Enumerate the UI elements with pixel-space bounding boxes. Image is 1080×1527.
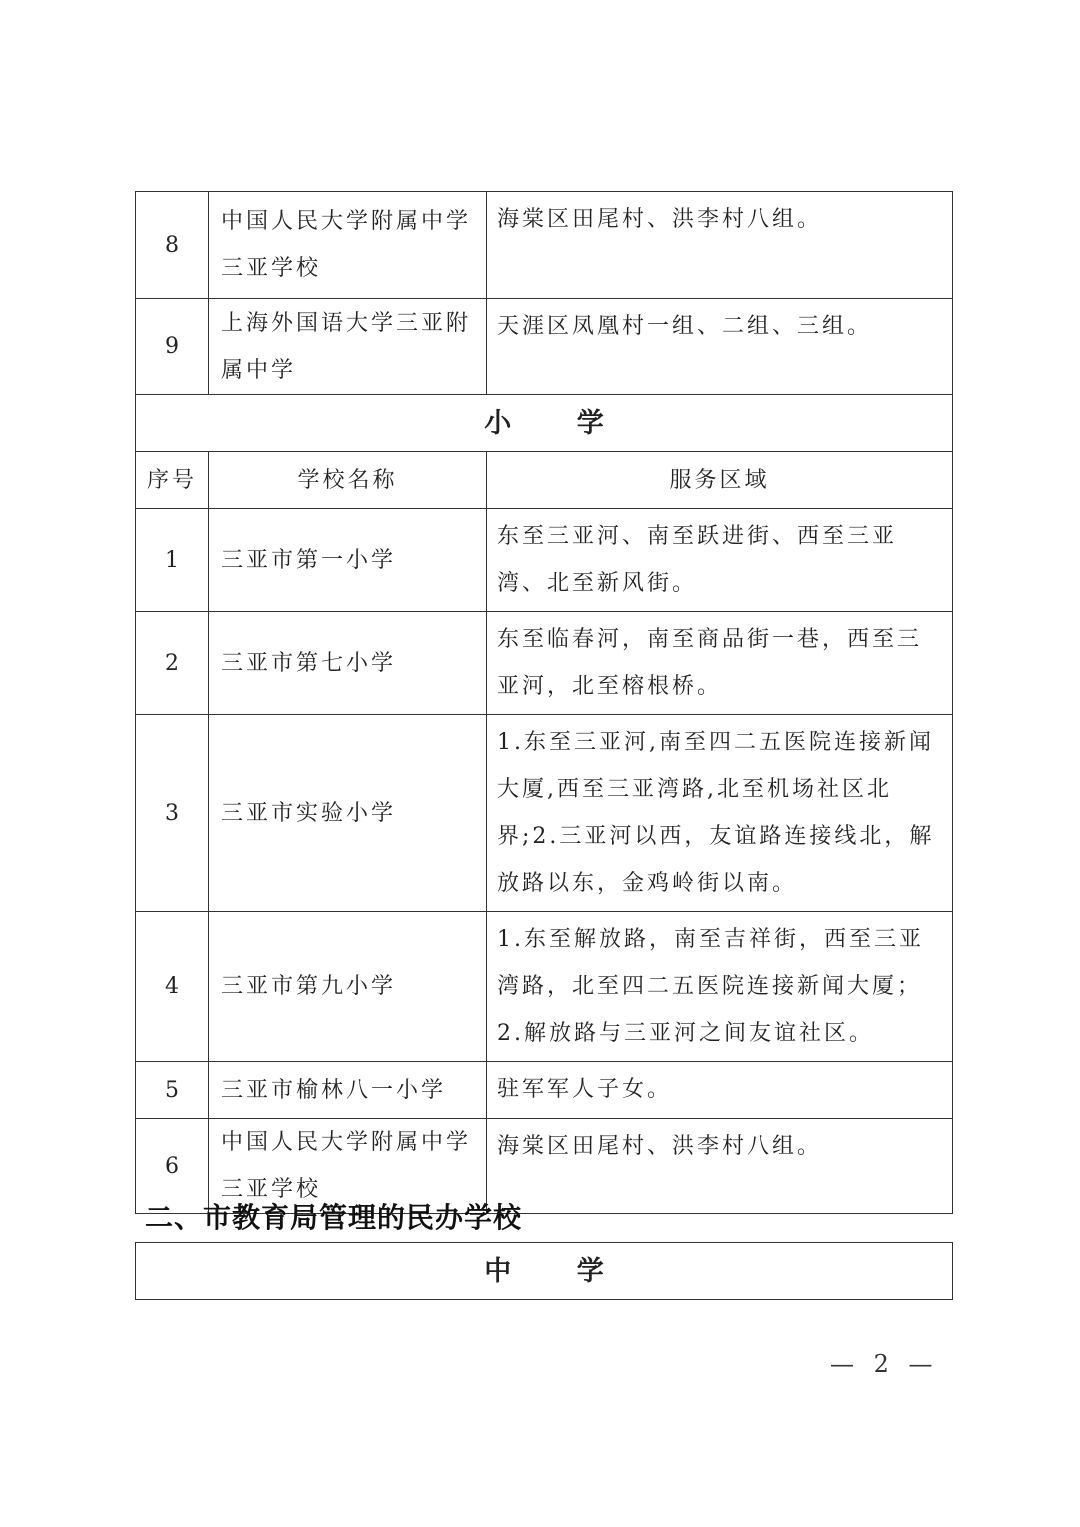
row-number: 1 — [136, 509, 209, 612]
section-row — [136, 1243, 953, 1300]
service-area: 1.东至解放路，南至吉祥街，西至三亚湾路，北至四二五医院连接新闻大厦；2.解放路与三亚河之间友谊社区。 — [487, 912, 953, 1062]
service-area-table — [135, 191, 953, 1214]
row-number: 4 — [136, 912, 209, 1062]
school-name: 三亚市第七小学 — [209, 612, 487, 715]
row-number: 3 — [136, 715, 209, 912]
service-area: 驻军军人子女。 — [487, 1062, 953, 1119]
school-name: 上海外国语大学三亚附属中学 — [209, 299, 487, 395]
school-name: 中国人民大学附属中学三亚学校 — [209, 192, 487, 299]
header-service-area: 服务区域 — [487, 452, 953, 509]
table-row — [136, 715, 953, 912]
service-area: 天涯区凤凰村一组、二组、三组。 — [487, 299, 953, 395]
service-area: 海棠区田尾村、洪李村八组。 — [487, 192, 953, 299]
service-area: 1.东至三亚河,南至四二五医院连接新闻大厦,西至三亚湾路,北至机场社区北界;2.三亚河以西，友谊路连接线北，解放路以东，金鸡岭街以南。 — [487, 715, 953, 912]
section-title-primary: 小 学 — [136, 395, 953, 452]
row-number: 8 — [136, 192, 209, 299]
school-name: 三亚市榆林八一小学 — [209, 1062, 487, 1119]
row-number: 5 — [136, 1062, 209, 1119]
service-area: 东至三亚河、南至跃进街、西至三亚湾、北至新风街。 — [487, 509, 953, 612]
school-name: 中国人民大学附属中学三亚学校 — [209, 1119, 487, 1214]
row-number: 6 — [136, 1119, 209, 1214]
table-row — [136, 192, 953, 299]
table-row — [136, 912, 953, 1062]
row-number: 9 — [136, 299, 209, 395]
school-name: 三亚市第九小学 — [209, 912, 487, 1062]
table-row — [136, 299, 953, 395]
row-number: 2 — [136, 612, 209, 715]
page-number: — 2 — — [830, 1350, 939, 1378]
school-name: 三亚市第一小学 — [209, 509, 487, 612]
school-name: 三亚市实验小学 — [209, 715, 487, 912]
section-heading-private-schools: 二、市教育局管理的民办学校 — [145, 1201, 523, 1234]
header-number: 序号 — [136, 452, 209, 509]
section-title-middle: 中 学 — [136, 1243, 953, 1300]
table-row — [136, 612, 953, 715]
table-row — [136, 1062, 953, 1119]
header-school-name: 学校名称 — [209, 452, 487, 509]
section-row — [136, 395, 953, 452]
header-row — [136, 452, 953, 509]
table-row — [136, 509, 953, 612]
service-area: 海棠区田尾村、洪李村八组。 — [487, 1119, 953, 1214]
private-school-table — [135, 1242, 953, 1300]
service-area: 东至临春河，南至商品街一巷，西至三亚河，北至榕根桥。 — [487, 612, 953, 715]
